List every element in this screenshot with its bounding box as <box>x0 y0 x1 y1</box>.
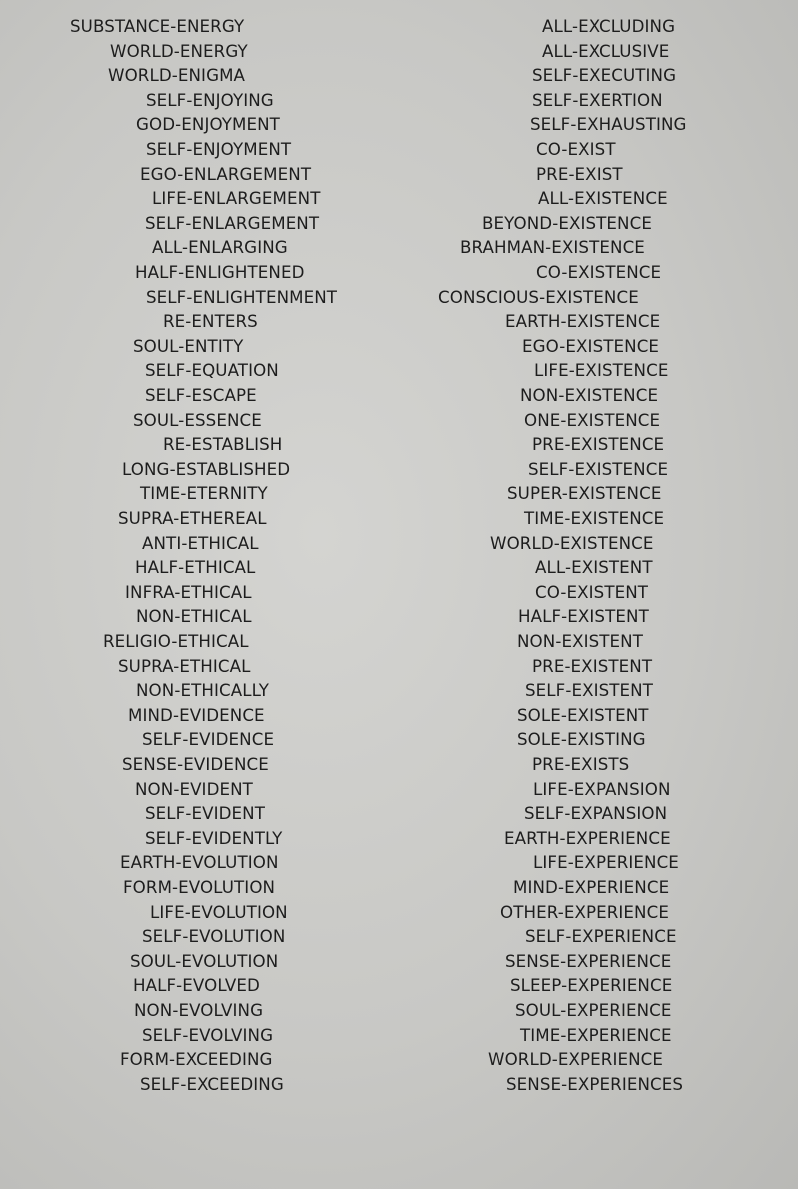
word-entry: HALF-EXISTENT <box>518 607 649 628</box>
word-entry: SELF-ENLARGEMENT <box>145 213 320 234</box>
word-entry: BEYOND-EXISTENCE <box>482 213 652 234</box>
word-entry: SELF-EVOLUTION <box>142 927 286 948</box>
word-entry: MIND-EXPERIENCE <box>513 878 670 898</box>
word-entry: WORLD-EXPERIENCE <box>488 1050 664 1071</box>
word-entry: ALL-ENLARGING <box>152 238 288 259</box>
word-entry: ALL-EXCLUSIVE <box>542 41 670 62</box>
word-entry: NON-EVIDENT <box>135 779 253 800</box>
word-entry: FORM-EXCEEDING <box>120 1050 273 1071</box>
word-entry: RE-ESTABLISH <box>163 435 283 456</box>
word-entry: SOLE-EXISTING <box>517 730 646 751</box>
word-entry: LIFE-EXPERIENCE <box>533 853 679 874</box>
word-entry: HALF-EVOLVED <box>133 976 260 997</box>
word-entry: EGO-EXISTENCE <box>522 336 660 357</box>
word-entry: RELIGIO-ETHICAL <box>103 632 249 652</box>
word-entry: SLEEP-EXPERIENCE <box>510 976 673 997</box>
word-entry: NON-EVOLVING <box>134 1001 264 1021</box>
word-entry: SOUL-ESSENCE <box>133 410 262 431</box>
word-entry: SUPRA-ETHEREAL <box>118 509 267 529</box>
word-entry: SELF-EXPANSION <box>524 804 668 825</box>
word-entry: SOUL-ENTITY <box>133 336 244 357</box>
word-entry: LONG-ESTABLISHED <box>122 459 291 480</box>
word-entry: SELF-EQUATION <box>145 361 279 382</box>
word-entry: SENSE-EXPERIENCE <box>505 951 672 972</box>
word-entry: SELF-ENJOYING <box>146 90 274 111</box>
word-entry: SELF-EXCEEDING <box>140 1074 284 1095</box>
word-entry: SELF-EXPERIENCE <box>525 927 677 948</box>
word-entry: GOD-ENJOYMENT <box>136 115 280 136</box>
word-entry: SELF-EXERTION <box>532 90 663 111</box>
word-entry: LIFE-ENLARGEMENT <box>152 189 321 210</box>
word-entry: BRAHMAN-EXISTENCE <box>460 238 645 259</box>
word-entry: ALL-EXISTENCE <box>538 189 668 210</box>
word-entry: EARTH-EXISTENCE <box>505 312 661 333</box>
word-entry: EARTH-EVOLUTION <box>120 853 279 874</box>
word-entry: SENSE-EVIDENCE <box>122 755 269 775</box>
word-entry: ANTI-ETHICAL <box>142 533 259 554</box>
word-entry: SELF-EVIDENT <box>145 804 265 825</box>
word-entry: SELF-EXECUTING <box>532 66 677 87</box>
word-entry: CO-EXIST <box>536 140 616 160</box>
word-entry: SOLE-EXISTENT <box>517 705 649 726</box>
word-entry: SELF-ENJOYMENT <box>146 140 292 160</box>
word-entry: TIME-EXISTENCE <box>524 509 665 529</box>
word-entry: MIND-EVIDENCE <box>128 705 265 726</box>
word-entry: NON-ETHICALLY <box>136 681 270 702</box>
word-entry: PRE-EXISTENCE <box>532 435 665 456</box>
word-entry: CO-EXISTENT <box>535 582 649 603</box>
word-entry: SOUL-EXPERIENCE <box>515 1001 672 1021</box>
word-entry: NON-EXISTENCE <box>520 386 659 406</box>
word-entry: WORLD-ENERGY <box>110 41 248 62</box>
word-entry: LIFE-EXPANSION <box>533 779 671 800</box>
word-entry: TIME-EXPERIENCE <box>520 1025 672 1046</box>
word-entry: NON-ETHICAL <box>136 607 252 628</box>
word-entry: SELF-EVIDENCE <box>142 730 275 751</box>
word-entry: CO-EXISTENCE <box>536 263 662 283</box>
word-entry: SENSE-EXPERIENCES <box>506 1074 684 1095</box>
word-entry: EARTH-EXPERIENCE <box>504 828 671 849</box>
word-entry: RE-ENTERS <box>163 312 258 333</box>
word-entry: LIFE-EVOLUTION <box>150 902 288 923</box>
word-entry: TIME-ETERNITY <box>140 484 268 505</box>
word-entry: SELF-EVOLVING <box>142 1025 274 1046</box>
word-entry: ONE-EXISTENCE <box>524 410 661 431</box>
word-entry: FORM-EVOLUTION <box>123 878 276 898</box>
word-entry: OTHER-EXPERIENCE <box>500 902 669 923</box>
word-entry: SUPRA-ETHICAL <box>118 656 251 677</box>
word-entry: SELF-EXHAUSTING <box>530 115 687 136</box>
word-entry: LIFE-EXISTENCE <box>534 361 669 382</box>
word-entry: CONSCIOUS-EXISTENCE <box>438 287 639 308</box>
word-entry: WORLD-ENIGMA <box>108 66 246 87</box>
word-entry: SUBSTANCE-ENERGY <box>70 17 245 37</box>
word-entry: SELF-EXISTENCE <box>528 459 669 480</box>
word-entry: HALF-ETHICAL <box>135 558 256 579</box>
word-entry: SELF-ESCAPE <box>145 386 257 406</box>
word-entry: SUPER-EXISTENCE <box>507 484 662 505</box>
word-entry: SELF-EXISTENT <box>525 681 654 702</box>
word-entry: PRE-EXISTENT <box>532 656 653 677</box>
word-entry: SELF-ENLIGHTENMENT <box>146 287 338 308</box>
word-entry: ALL-EXISTENT <box>535 558 653 579</box>
word-entry: EGO-ENLARGEMENT <box>140 164 312 185</box>
word-entry: ALL-EXCLUDING <box>542 17 676 37</box>
word-entry: PRE-EXIST <box>536 164 623 185</box>
word-entry: SELF-EVIDENTLY <box>145 828 283 849</box>
word-entry: PRE-EXISTS <box>532 755 630 775</box>
word-entry: WORLD-EXISTENCE <box>490 533 654 554</box>
word-entry: HALF-ENLIGHTENED <box>135 263 305 283</box>
word-entry: SOUL-EVOLUTION <box>130 951 279 972</box>
word-entry: INFRA-ETHICAL <box>125 582 252 603</box>
word-entry: NON-EXISTENT <box>517 632 644 652</box>
